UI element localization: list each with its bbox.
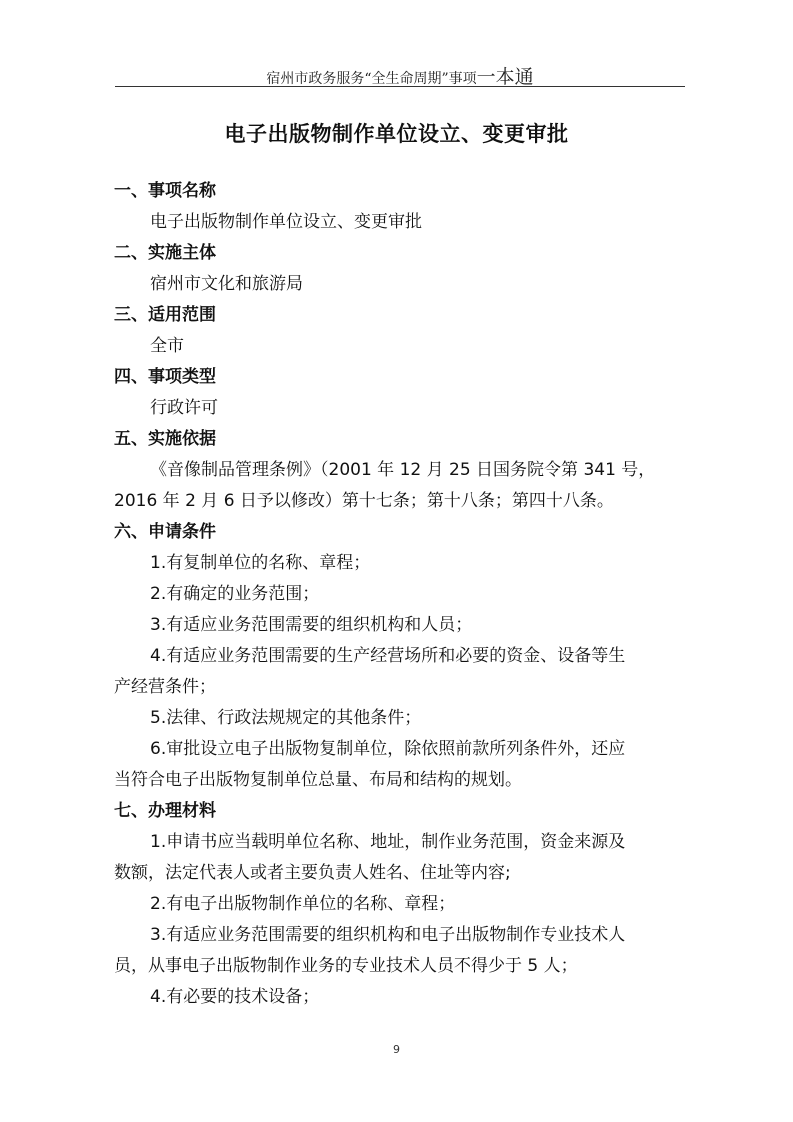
item-name-text: 电子出版物制作单位设立、变更审批	[150, 212, 422, 232]
condition-item: 3.有适应业务范围需要的组织机构和人员；	[150, 615, 473, 635]
condition-item: 6.审批设立电子出版物复制单位，除依照前款所列条件外，还应	[150, 739, 626, 759]
condition-item: 2.有确定的业务范围；	[150, 584, 320, 604]
material-item-continuation: 员，从事电子出版物制作业务的专业技术人员不得少于 5 人；	[114, 956, 578, 976]
page-number: 9	[393, 1043, 400, 1056]
document-body	[114, 176, 687, 1013]
running-header-suffix: 一本通	[476, 66, 534, 88]
condition-item-continuation: 产经营条件；	[114, 677, 216, 697]
condition-item: 4.有适应业务范围需要的生产经营场所和必要的资金、设备等生	[150, 646, 626, 666]
document-title: 电子出版物制作单位设立、变更审批	[224, 122, 569, 146]
scope-text: 全市	[150, 336, 184, 356]
material-item-continuation: 数额，法定代表人或者主要负责人姓名、住址等内容;	[114, 863, 511, 883]
material-item: 4.有必要的技术设备；	[150, 987, 320, 1007]
running-header	[115, 62, 685, 89]
implementing-body-text: 宿州市文化和旅游局	[150, 274, 303, 294]
section-heading-item-type: 四、事项类型	[114, 367, 216, 387]
item-type-text: 行政许可	[150, 398, 218, 418]
section-heading-item-name: 一、事项名称	[114, 181, 216, 201]
legal-basis-line: 2016 年 2 月 6 日予以修改）第十七条；第十八条；第四十八条。	[114, 491, 614, 511]
section-heading-legal-basis: 五、实施依据	[114, 429, 216, 449]
condition-item: 5.法律、行政法规规定的其他条件；	[150, 708, 422, 728]
section-heading-materials: 七、办理材料	[114, 801, 216, 821]
section-heading-conditions: 六、申请条件	[114, 522, 216, 542]
header-divider	[115, 86, 685, 87]
condition-item-continuation: 当符合电子出版物复制单位总量、布局和结构的规划。	[114, 770, 522, 790]
running-header-prefix: 宿州市政务服务“全生命周期”事项	[266, 71, 477, 87]
material-item: 3.有适应业务范围需要的组织机构和电子出版物制作专业技术人	[150, 925, 626, 945]
condition-item: 1.有复制单位的名称、章程；	[150, 553, 371, 573]
legal-basis-line: 《音像制品管理条例》（2001 年 12 月 25 日国务院令第 341 号，	[150, 460, 656, 480]
section-heading-scope: 三、适用范围	[114, 305, 216, 325]
material-item: 2.有电子出版物制作单位的名称、章程；	[150, 894, 456, 914]
material-item: 1.申请书应当载明单位名称、地址，制作业务范围，资金来源及	[150, 832, 626, 852]
section-heading-implementing-body: 二、实施主体	[114, 243, 216, 263]
